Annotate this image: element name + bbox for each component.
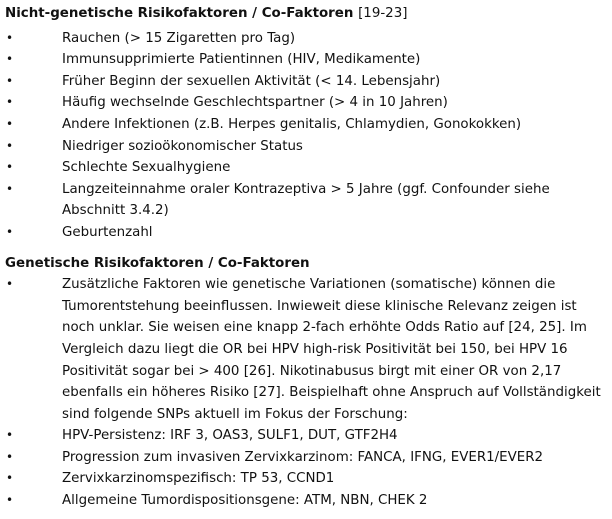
nongenetic-factor-list — [5, 28, 612, 244]
list-item-text: Niedriger sozioökonomischer Status — [62, 138, 303, 154]
reference-citation: [19-23] — [358, 6, 408, 21]
list-item — [5, 136, 612, 158]
list-item-text: Immunsupprimierte Patientinnen (HIV, Medikamente) — [62, 52, 421, 68]
bullet-icon: • — [6, 95, 14, 110]
list-item-text: Allgemeine Tumordispositionsgene: ATM, NBN, CHEK 2 — [62, 493, 428, 509]
list-item — [5, 92, 612, 114]
bullet-icon: • — [6, 449, 14, 464]
list-item-text: Schlechte Sexualhygiene — [62, 160, 231, 176]
genetic-factor-list — [5, 274, 612, 512]
list-item — [5, 447, 612, 469]
list-item — [5, 114, 612, 136]
list-item — [5, 274, 612, 425]
bullet-icon: • — [6, 428, 14, 443]
bullet-icon: • — [6, 138, 14, 153]
bullet-icon: • — [6, 493, 14, 508]
list-item — [5, 179, 612, 222]
list-item-text: Häufig wechselnde Geschlechtspartner (> 4 in 10 Jahren) — [62, 95, 448, 111]
list-item-text: Andere Infektionen (z.B. Herpes genitalis, Chlamydien, Gonokokken) — [62, 116, 522, 132]
list-item-text: Zervixkarzinomspezifisch: TP 53, CCND1 — [62, 471, 335, 487]
list-item — [5, 28, 612, 50]
section-heading-text: Nicht-genetische Risikofaktoren / Co-Faktoren — [5, 6, 354, 21]
bullet-icon: • — [6, 116, 14, 131]
list-item — [5, 468, 612, 490]
list-item — [5, 222, 612, 244]
section-heading-text: Genetische Risikofaktoren / Co-Faktoren — [5, 255, 310, 271]
bullet-icon: • — [6, 181, 14, 196]
bullet-icon: • — [6, 30, 14, 45]
list-item-text: Zusätzliche Faktoren wie genetische Variationen (somatische) können die Tumorentstehung beeinflussen. Inwieweit diese klinische Relevanz zeigen ist noch unklar. Sie weisen eine knapp 2-fach erhöhte Odds Ratio auf [24, 25]. Im Vergleich dazu liegt die OR bei HPV high-risk Positivität bei 150, bei HPV 16 Positivität sogar bei > 400 [26]. Nikotinabusus birgt mit einer OR von 2,17 ebenfalls ein höheres Risiko [27]. Beispielhaft ohne Anspruch auf Vollständigkeit sind folgende SNPs aktuell im Fokus der Forschung: — [62, 277, 601, 422]
list-item-text: Geburtenzahl — [62, 224, 153, 240]
list-item — [5, 490, 612, 512]
list-item — [5, 71, 612, 93]
section-heading-genetic — [5, 253, 612, 275]
list-item — [5, 157, 612, 179]
list-item-text: Progression zum invasiven Zervixkarzinom: FANCA, IFNG, EVER1/EVER2 — [62, 449, 544, 465]
list-item-text: Rauchen (> 15 Zigaretten pro Tag) — [62, 30, 296, 46]
list-item — [5, 49, 612, 71]
list-item-text: HPV-Persistenz: IRF 3, OAS3, SULF1, DUT, GTF2H4 — [62, 428, 398, 444]
list-item — [5, 425, 612, 447]
list-item-text: Langzeiteinnahme oraler Kontrazeptiva > 5 Jahre (ggf. Confounder siehe Abschnitt 3.4.2) — [62, 181, 550, 219]
bullet-icon: • — [6, 160, 14, 175]
bullet-icon: • — [6, 73, 14, 88]
bullet-icon: • — [6, 52, 14, 67]
bullet-icon: • — [6, 224, 14, 239]
list-item-text: Früher Beginn der sexuellen Aktivität (< 14. Lebensjahr) — [62, 73, 441, 89]
bullet-icon: • — [6, 471, 14, 486]
section-heading-nongenetic — [5, 3, 612, 25]
bullet-icon: • — [6, 277, 14, 292]
